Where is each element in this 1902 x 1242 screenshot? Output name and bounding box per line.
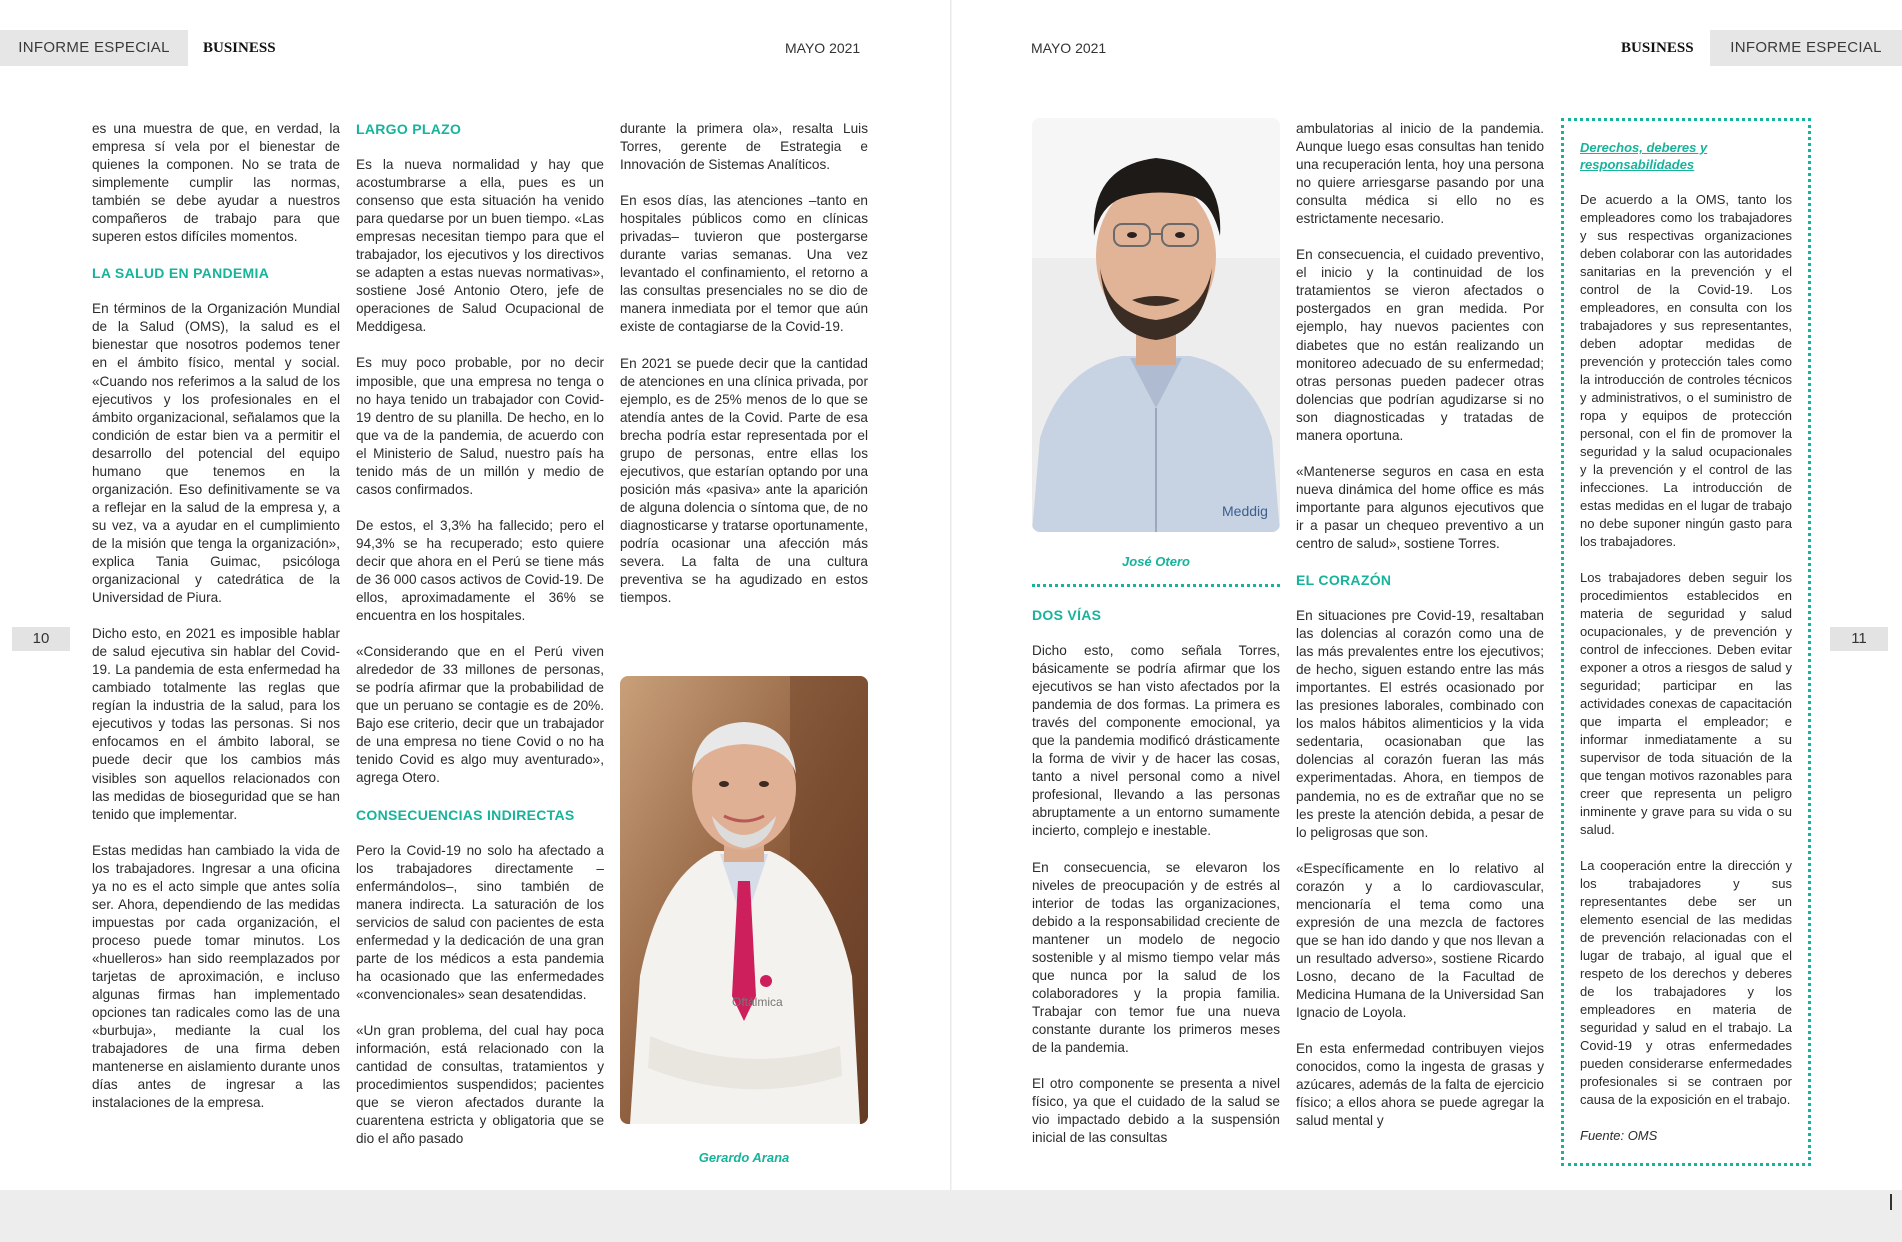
article-column-4 [1032, 606, 1280, 1165]
subheading-salud-pandemia: LA SALUD EN PANDEMIA [92, 265, 270, 282]
photo-caption-jose-otero: José Otero [1122, 554, 1190, 569]
paragraph: Es la nueva normalidad y hay que acostumbrarse a ella, pues es un consenso que esta situación ha venido para quedarse por un buen tiempo. «Las empresas necesitan tiempo para que el trabajador, los ejecutivos y los directivos se adapten a estas nuevas normativas», sostiene José Antonio Otero, jefe de operaciones de Salud Ocupacional de Meddigesa. [356, 157, 604, 335]
photo-caption-gerardo-arana: Gerardo Arana [698, 1150, 790, 1165]
paragraph: En esta enfermedad contribuyen viejos conocidos, como la ingesta de grasas y azúcares, además de la falta de ejercicio físico; a ellos ahora se puede agregar la salud mental y [1296, 1041, 1544, 1129]
edge-mark [1890, 1194, 1892, 1210]
page-number-left: 10 [12, 627, 70, 651]
paragraph: «Un gran problema, del cual hay poca información, está relacionado con la cantidad de consultas, tratamientos y procedimientos suspendidos; pacientes que se vieron afectados durante la cuarentena estricta y obligatoria que se dio el año pasado [356, 1022, 604, 1147]
portrait-photo-gerardo-arana [620, 676, 868, 1124]
subheading-consecuencias: CONSECUENCIAS INDIRECTAS [356, 806, 575, 823]
issue-date-left: MAYO 2021 [785, 40, 861, 56]
paragraph: En esos días, las atenciones –tanto en hospitales públicos como en clínicas privadas– tuvieron que postergarse durante varias semanas. Una vez levantado el confinamiento, el retorno a las consultas presenciales no se dio de manera inmediata por el temor que aún existe de contagiarse de la Covid-19. [620, 193, 868, 335]
paragraph: «Mantenerse seguros en casa en esta nueva dinámica del home office es más importante para algunos ejecutivos que ir a pasar un chequeo preventivo a un centro de salud», sostiene Torres. [1296, 463, 1544, 551]
paragraph: durante la primera ola», resalta Luis Torres, gerente de Estrategia e Innovación de Sistemas Analíticos. [620, 121, 868, 173]
paragraph: En términos de la Organización Mundial de la Salud (OMS), la salud es el bienestar que nosotros podemos tener en el ámbito físico, mental y social. «Cuando nos referimos a la salud de los ejecutivos y los profesionales en el ámbito organizacional, señalamos que la condición de estar bien va a permitir el desarrollo del potencial del equipo humano que tenemos en la organización. Eso definitivamente se va a reflejar en la salud de la empresa y, a su vez, va a ayudar en el cumplimiento de la misión que tenga la organización», explica Tania Guimac, psicóloga organizacional y catedrática de la Universidad de Piura. [92, 301, 340, 606]
paragraph: «Específicamente en lo relativo al corazón y a lo cardiovascular, mencionaría el tema como una expresión de una mezcla de factores que se han ido dando y que nos llevan a un resultado adverso», sostiene Ricardo Losno, decano de la Facultad de Medicina Humana de la Universidad San Ignacio de Loyola. [1296, 860, 1544, 1021]
paragraph: El otro componente se presenta a nivel físico, ya que el cuidado de la salud se vio impactado debido a la suspensión inicial de las consultas [1032, 1076, 1280, 1146]
brand-right: BUSINESS [1621, 40, 1694, 56]
paragraph: En consecuencia, se elevaron los niveles de preocupación y de estrés al interior de todas las organizaciones, debido a la responsabilidad creciente de mantener un modelo de negocio sostenible y al mismo tiempo velar más que nunca por la salud de los colaboradores y la propia familia. Trabajar con temor fue una nueva constante durante los primeros meses de la pandemia. [1032, 859, 1280, 1055]
paragraph: Es muy poco probable, por no decir imposible, que una empresa no tenga o no haya tenido un trabajador con Covid-19 dentro de su planilla. De hecho, en lo que va de la pandemia, de acuerdo con el Ministerio de Salud, nuestro país ha tenido más de un millón y medio de casos confirmados. [356, 355, 604, 497]
paragraph: En 2021 se puede decir que la cantidad de atenciones en una clínica privada, por ejemplo, es de 25% menos de lo que se atendía antes de la Covid. Parte de esa brecha podría estar representada por el grupo de personas, entre ellas los ejecutivos, que estarían optando por una posición más «pasiva» ante la aparición de alguna dolencia o síntoma que, de no diagnosticarse y tratarse oportunamente, podría ocasionar una afección más severa. La falta de una cultura preventiva se ha agudizado en estos tiempos. [620, 355, 868, 606]
paragraph: Estas medidas han cambiado la vida de los trabajadores. Ingresar a una oficina ya no es el acto simple que antes solía ser. Ahora, dependiendo de las medidas impuestas por cada organización, el proceso puede tomar minutos. Los «huelleros» han sido reemplazados por tarjetas de aproximación, e incluso algunas firmas han implementado opciones tan radicales como las de una «burbuja», mediante la cual los trabajadores de una firma deben mantenerse en aislamiento durante unos días antes de ingresar a las instalaciones de la empresa. [92, 842, 340, 1111]
paragraph: De estos, el 3,3% ha fallecido; pero el 94,3% se ha recuperado; esto quiere decir que ahora en el Perú se tiene más de 36 000 casos activos de Covid-19. De ellos, aproximadamente el 36% se encuentra en los hospitales. [356, 517, 604, 624]
subheading-el-corazon: EL CORAZÓN [1296, 572, 1392, 589]
subheading-dos-vias: DOS VÍAS [1032, 607, 1102, 623]
section-tab-right: INFORME ESPECIAL [1710, 30, 1902, 66]
page-number-right: 11 [1830, 627, 1888, 651]
paragraph: En consecuencia, el cuidado preventivo, el inicio y la continuidad de los tratamientos se vieron afectados o postergados en gran medida. Por ejemplo, hay nuevos pacientes con diabetes que no están realizando un monitoreo adecuado de su enfermedad; otras personas pueden padecer otras dolencias que podrían agudizarse si no son diagnosticadas y tratadas de manera oportuna. [1296, 247, 1544, 443]
sidebar-box [1561, 118, 1811, 1166]
portrait-illustration [620, 676, 868, 1124]
brand-left: BUSINESS [203, 40, 276, 56]
paragraph: Los trabajadores deben seguir los procedimientos establecidos en materia de seguridad y salud ocupacionales, y de prevención y control de infecciones. Deben evitar exponer a otros a riesgos de salud y seguridad; participar en las actividades conexas de capacitación que imparta el empleador; e informar inmediatamente a su supervisor de toda situación de la que tengan motivos razonables para creer que representa un peligro inminente y grave para su vida o su salud. [1580, 570, 1792, 837]
paragraph: En situaciones pre Covid-19, resaltaban las dolencias al corazón como una de las más prevalentes entre los ejecutivos; de hecho, siguen estando entre las más importantes. El estrés ocasionado por las presiones laborales, combinado con los malos hábitos alimenticios y la vida sedentaria, ocasionaban que las dolencias al corazón fueran las más experimentadas. Ahora, en tiempos de pandemia, no es de extrañar que no se les preste la atención debida, a pesar de lo peligrosas que son. [1296, 608, 1544, 840]
bottom-margin [0, 1190, 1902, 1242]
paragraph: Pero la Covid-19 no solo ha afectado a los trabajadores directamente –enfermándolos–, sino también de manera indirecta. La saturación de los servicios de salud con pacientes de esta enfermedad y la dedicación de una gran parte de los médicos a esta pandemia ha ocasionado que las enfermedades «convencionales» sean desatendidas. [356, 842, 604, 1002]
subheading-largo-plazo: LARGO PLAZO [356, 121, 462, 137]
article-column-3 [620, 120, 868, 625]
article-column-2 [356, 120, 604, 1166]
issue-date-right: MAYO 2021 [1031, 40, 1107, 56]
sidebar-title: Derechos, deberes y responsabilidades [1580, 140, 1708, 172]
paragraph: Dicho esto, como señala Torres, básicamente se podría afirmar que los ejecutivos se han visto afectados por la pandemia de dos formas. La primera es través del componente emocional, ya que la pandemia modificó drásticamente la forma de vivir y de hacer las cosas, tanto a nivel personal como a nivel profesional, llevando a las personas abruptamente a un entorno sumamente incierto, complejo e inestable. [1032, 643, 1280, 839]
company-logo-text: Meddig [1222, 503, 1268, 519]
section-tab-left: INFORME ESPECIAL [0, 30, 188, 66]
portrait-illustration [1032, 118, 1280, 532]
paragraph: De acuerdo a la OMS, tanto los empleadores como los trabajadores y sus respectivas organizaciones deben colaborar con las autoridades sanitarias en la prevención y el control de la Covid-19. Los empleadores, en consulta con los trabajadores y sus representantes, deben adoptar medidas de prevención y protección tales como la introducción de controles técnicos y administrativos, o el suministro de ropa y equipos de protección personal, con el fin de promover la seguridad y la salud ocupacionales y la prevención y el control de las infecciones. La introducción de estas medidas en el lugar de trabajo no debe suponer ningún gasto para los trabajadores. [1580, 192, 1792, 549]
paragraph: Dicho esto, en 2021 es imposible hablar de salud ejecutiva sin hablar del Covid-19. La pandemia de esta enfermedad ha cambiado totalmente las reglas que regían la industria de la salud, para los ejecutivos y todas las personas. Si nos enfocamos en el ámbito laboral, se puede decir que los cambios más visibles son aquellos relacionados con las medidas de bioseguridad que se han tenido que implementar. [92, 626, 340, 822]
article-column-1 [92, 120, 340, 1130]
portrait-photo-jose-otero [1032, 118, 1280, 532]
paragraph: «Considerando que en el Perú viven alrededor de 33 millones de personas, se podría afirmar que la probabilidad de que un peruano se contagie es de 20%. Bajo ese criterio, decir que un trabajador de una empresa no tiene Covid o no ha tenido Covid es algo muy aventurado», agrega Otero. [356, 644, 604, 786]
clinic-logo-text: Oftálmica [732, 995, 783, 1009]
dotted-divider [1032, 584, 1280, 587]
page-gutter [950, 0, 952, 1190]
sidebar-content [1580, 139, 1792, 1145]
article-column-5 [1296, 120, 1544, 1148]
paragraph: La cooperación entre la dirección y los trabajadores y sus representantes debe ser un elemento esencial de las medidas de prevención relacionadas con el lugar de trabajo, al igual que el respeto de los derechos y deberes de los trabajadores y los empleadores en materia de seguridad y salud en el trabajo. La Covid-19 y otras enfermedades pueden considerarse enfermedades profesionales si se contraen por causa de la exposición en el trabajo. [1580, 858, 1792, 1107]
paragraph: es una muestra de que, en verdad, la empresa sí vela por el bienestar de quienes la componen. No se trata de simplemente cumplir las normas, también se debe ayudar a nuestros compañeros de trabajo para que superen estos difíciles momentos. [92, 121, 340, 245]
paragraph: ambulatorias al inicio de la pandemia. Aunque luego esas consultas han tenido una recuperación lenta, hoy una persona no quiere arriesgarse pasando por una consulta médica si ello no es estrictamente necesario. [1296, 121, 1544, 227]
sidebar-source: Fuente: OMS [1580, 1128, 1658, 1143]
